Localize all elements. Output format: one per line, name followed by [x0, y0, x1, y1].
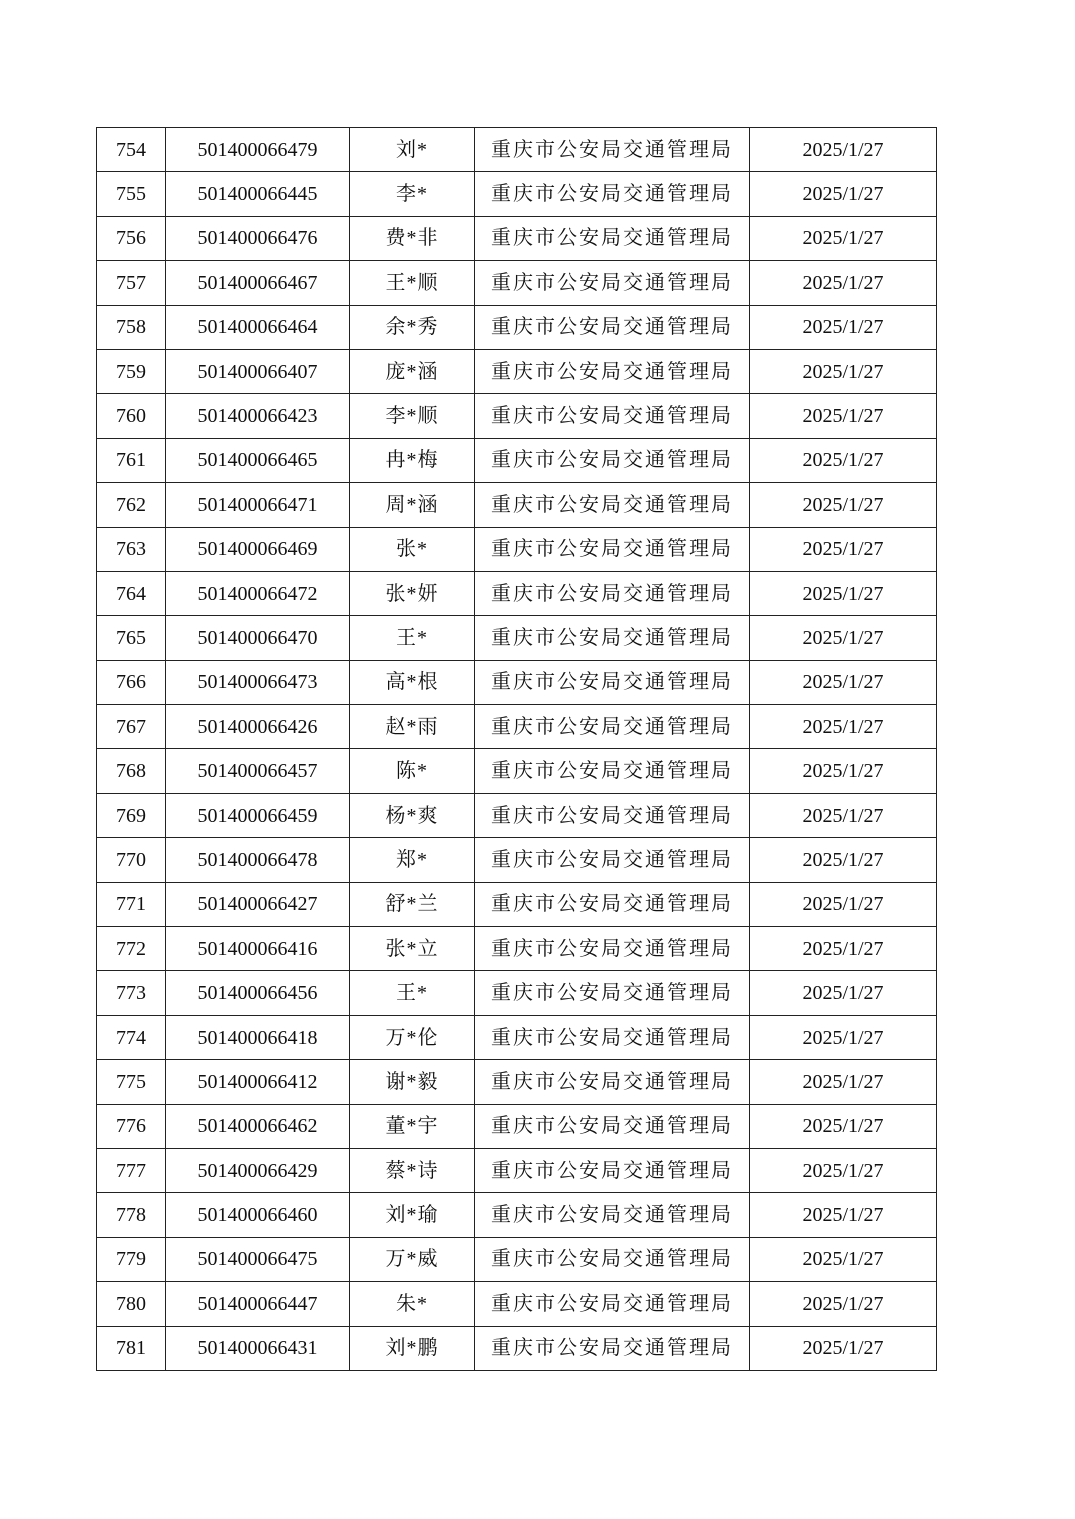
- serial-number-cell: 760: [97, 394, 166, 438]
- person-name-cell: 万*威: [350, 1237, 475, 1281]
- table-row: [97, 660, 937, 704]
- serial-number-cell: 781: [97, 1326, 166, 1370]
- record-id-cell: 501400066412: [166, 1060, 350, 1104]
- record-id-cell: 501400066445: [166, 172, 350, 216]
- table-row: [97, 216, 937, 260]
- person-name-cell: 王*: [350, 616, 475, 660]
- issuing-authority-cell: 重庆市公安局交通管理局: [475, 305, 750, 349]
- table-row: [97, 705, 937, 749]
- person-name-cell: 冉*梅: [350, 438, 475, 482]
- date-cell: 2025/1/27: [750, 216, 937, 260]
- serial-number-cell: 779: [97, 1237, 166, 1281]
- table-row: [97, 349, 937, 393]
- date-cell: 2025/1/27: [750, 1237, 937, 1281]
- table-row: [97, 394, 937, 438]
- issuing-authority-cell: 重庆市公安局交通管理局: [475, 749, 750, 793]
- date-cell: 2025/1/27: [750, 705, 937, 749]
- serial-number-cell: 775: [97, 1060, 166, 1104]
- date-cell: 2025/1/27: [750, 1326, 937, 1370]
- issuing-authority-cell: 重庆市公安局交通管理局: [475, 483, 750, 527]
- record-id-cell: 501400066426: [166, 705, 350, 749]
- serial-number-cell: 762: [97, 483, 166, 527]
- table-row: [97, 1326, 937, 1370]
- date-cell: 2025/1/27: [750, 1193, 937, 1237]
- records-table: [96, 127, 937, 1371]
- person-name-cell: 王*顺: [350, 261, 475, 305]
- date-cell: 2025/1/27: [750, 438, 937, 482]
- serial-number-cell: 761: [97, 438, 166, 482]
- person-name-cell: 杨*爽: [350, 793, 475, 837]
- serial-number-cell: 772: [97, 927, 166, 971]
- table-row: [97, 1282, 937, 1326]
- issuing-authority-cell: 重庆市公安局交通管理局: [475, 838, 750, 882]
- issuing-authority-cell: 重庆市公安局交通管理局: [475, 438, 750, 482]
- table-row: [97, 527, 937, 571]
- person-name-cell: 李*顺: [350, 394, 475, 438]
- serial-number-cell: 771: [97, 882, 166, 926]
- table-row: [97, 971, 937, 1015]
- serial-number-cell: 758: [97, 305, 166, 349]
- record-id-cell: 501400066471: [166, 483, 350, 527]
- records-table-body: [97, 128, 937, 1371]
- record-id-cell: 501400066465: [166, 438, 350, 482]
- date-cell: 2025/1/27: [750, 128, 937, 172]
- table-row: [97, 172, 937, 216]
- table-row: [97, 1060, 937, 1104]
- table-row: [97, 1148, 937, 1192]
- record-id-cell: 501400066470: [166, 616, 350, 660]
- person-name-cell: 刘*瑜: [350, 1193, 475, 1237]
- record-id-cell: 501400066407: [166, 349, 350, 393]
- person-name-cell: 费*非: [350, 216, 475, 260]
- record-id-cell: 501400066427: [166, 882, 350, 926]
- person-name-cell: 高*根: [350, 660, 475, 704]
- issuing-authority-cell: 重庆市公安局交通管理局: [475, 1060, 750, 1104]
- issuing-authority-cell: 重庆市公安局交通管理局: [475, 172, 750, 216]
- serial-number-cell: 777: [97, 1148, 166, 1192]
- serial-number-cell: 757: [97, 261, 166, 305]
- table-row: [97, 128, 937, 172]
- table-row: [97, 305, 937, 349]
- person-name-cell: 张*: [350, 527, 475, 571]
- record-id-cell: 501400066456: [166, 971, 350, 1015]
- record-id-cell: 501400066460: [166, 1193, 350, 1237]
- record-id-cell: 501400066472: [166, 571, 350, 615]
- record-id-cell: 501400066459: [166, 793, 350, 837]
- issuing-authority-cell: 重庆市公安局交通管理局: [475, 349, 750, 393]
- date-cell: 2025/1/27: [750, 882, 937, 926]
- serial-number-cell: 759: [97, 349, 166, 393]
- record-id-cell: 501400066478: [166, 838, 350, 882]
- person-name-cell: 郑*: [350, 838, 475, 882]
- record-id-cell: 501400066462: [166, 1104, 350, 1148]
- person-name-cell: 刘*: [350, 128, 475, 172]
- person-name-cell: 董*宇: [350, 1104, 475, 1148]
- issuing-authority-cell: 重庆市公安局交通管理局: [475, 793, 750, 837]
- table-row: [97, 1015, 937, 1059]
- person-name-cell: 王*: [350, 971, 475, 1015]
- table-row: [97, 927, 937, 971]
- date-cell: 2025/1/27: [750, 261, 937, 305]
- record-id-cell: 501400066469: [166, 527, 350, 571]
- date-cell: 2025/1/27: [750, 1148, 937, 1192]
- table-row: [97, 616, 937, 660]
- date-cell: 2025/1/27: [750, 927, 937, 971]
- serial-number-cell: 767: [97, 705, 166, 749]
- date-cell: 2025/1/27: [750, 483, 937, 527]
- issuing-authority-cell: 重庆市公安局交通管理局: [475, 1282, 750, 1326]
- issuing-authority-cell: 重庆市公安局交通管理局: [475, 216, 750, 260]
- table-row: [97, 793, 937, 837]
- issuing-authority-cell: 重庆市公安局交通管理局: [475, 1104, 750, 1148]
- person-name-cell: 陈*: [350, 749, 475, 793]
- record-id-cell: 501400066473: [166, 660, 350, 704]
- record-id-cell: 501400066476: [166, 216, 350, 260]
- issuing-authority-cell: 重庆市公安局交通管理局: [475, 616, 750, 660]
- issuing-authority-cell: 重庆市公安局交通管理局: [475, 971, 750, 1015]
- serial-number-cell: 773: [97, 971, 166, 1015]
- issuing-authority-cell: 重庆市公安局交通管理局: [475, 261, 750, 305]
- date-cell: 2025/1/27: [750, 660, 937, 704]
- record-id-cell: 501400066464: [166, 305, 350, 349]
- person-name-cell: 李*: [350, 172, 475, 216]
- issuing-authority-cell: 重庆市公安局交通管理局: [475, 128, 750, 172]
- issuing-authority-cell: 重庆市公安局交通管理局: [475, 1326, 750, 1370]
- record-id-cell: 501400066475: [166, 1237, 350, 1281]
- table-row: [97, 838, 937, 882]
- date-cell: 2025/1/27: [750, 1104, 937, 1148]
- record-id-cell: 501400066457: [166, 749, 350, 793]
- table-row: [97, 1237, 937, 1281]
- date-cell: 2025/1/27: [750, 394, 937, 438]
- issuing-authority-cell: 重庆市公安局交通管理局: [475, 571, 750, 615]
- record-id-cell: 501400066418: [166, 1015, 350, 1059]
- date-cell: 2025/1/27: [750, 971, 937, 1015]
- person-name-cell: 余*秀: [350, 305, 475, 349]
- table-row: [97, 1104, 937, 1148]
- serial-number-cell: 778: [97, 1193, 166, 1237]
- table-row: [97, 571, 937, 615]
- date-cell: 2025/1/27: [750, 305, 937, 349]
- serial-number-cell: 755: [97, 172, 166, 216]
- date-cell: 2025/1/27: [750, 349, 937, 393]
- serial-number-cell: 769: [97, 793, 166, 837]
- date-cell: 2025/1/27: [750, 749, 937, 793]
- issuing-authority-cell: 重庆市公安局交通管理局: [475, 1015, 750, 1059]
- serial-number-cell: 765: [97, 616, 166, 660]
- person-name-cell: 谢*毅: [350, 1060, 475, 1104]
- date-cell: 2025/1/27: [750, 571, 937, 615]
- issuing-authority-cell: 重庆市公安局交通管理局: [475, 1148, 750, 1192]
- issuing-authority-cell: 重庆市公安局交通管理局: [475, 927, 750, 971]
- serial-number-cell: 770: [97, 838, 166, 882]
- person-name-cell: 朱*: [350, 1282, 475, 1326]
- issuing-authority-cell: 重庆市公安局交通管理局: [475, 527, 750, 571]
- person-name-cell: 张*妍: [350, 571, 475, 615]
- date-cell: 2025/1/27: [750, 1015, 937, 1059]
- issuing-authority-cell: 重庆市公安局交通管理局: [475, 705, 750, 749]
- record-id-cell: 501400066431: [166, 1326, 350, 1370]
- person-name-cell: 庞*涵: [350, 349, 475, 393]
- table-row: [97, 1193, 937, 1237]
- record-id-cell: 501400066479: [166, 128, 350, 172]
- record-id-cell: 501400066416: [166, 927, 350, 971]
- date-cell: 2025/1/27: [750, 527, 937, 571]
- person-name-cell: 蔡*诗: [350, 1148, 475, 1192]
- issuing-authority-cell: 重庆市公安局交通管理局: [475, 1193, 750, 1237]
- serial-number-cell: 768: [97, 749, 166, 793]
- date-cell: 2025/1/27: [750, 838, 937, 882]
- record-id-cell: 501400066423: [166, 394, 350, 438]
- issuing-authority-cell: 重庆市公安局交通管理局: [475, 1237, 750, 1281]
- person-name-cell: 张*立: [350, 927, 475, 971]
- date-cell: 2025/1/27: [750, 616, 937, 660]
- person-name-cell: 刘*鹏: [350, 1326, 475, 1370]
- serial-number-cell: 780: [97, 1282, 166, 1326]
- serial-number-cell: 766: [97, 660, 166, 704]
- date-cell: 2025/1/27: [750, 1060, 937, 1104]
- table-row: [97, 438, 937, 482]
- date-cell: 2025/1/27: [750, 1282, 937, 1326]
- record-id-cell: 501400066467: [166, 261, 350, 305]
- table-row: [97, 483, 937, 527]
- record-id-cell: 501400066429: [166, 1148, 350, 1192]
- issuing-authority-cell: 重庆市公安局交通管理局: [475, 660, 750, 704]
- table-row: [97, 749, 937, 793]
- serial-number-cell: 763: [97, 527, 166, 571]
- serial-number-cell: 756: [97, 216, 166, 260]
- issuing-authority-cell: 重庆市公安局交通管理局: [475, 394, 750, 438]
- person-name-cell: 万*伦: [350, 1015, 475, 1059]
- issuing-authority-cell: 重庆市公安局交通管理局: [475, 882, 750, 926]
- person-name-cell: 舒*兰: [350, 882, 475, 926]
- person-name-cell: 周*涵: [350, 483, 475, 527]
- serial-number-cell: 774: [97, 1015, 166, 1059]
- table-row: [97, 261, 937, 305]
- serial-number-cell: 754: [97, 128, 166, 172]
- person-name-cell: 赵*雨: [350, 705, 475, 749]
- record-id-cell: 501400066447: [166, 1282, 350, 1326]
- serial-number-cell: 764: [97, 571, 166, 615]
- table-row: [97, 882, 937, 926]
- serial-number-cell: 776: [97, 1104, 166, 1148]
- date-cell: 2025/1/27: [750, 793, 937, 837]
- date-cell: 2025/1/27: [750, 172, 937, 216]
